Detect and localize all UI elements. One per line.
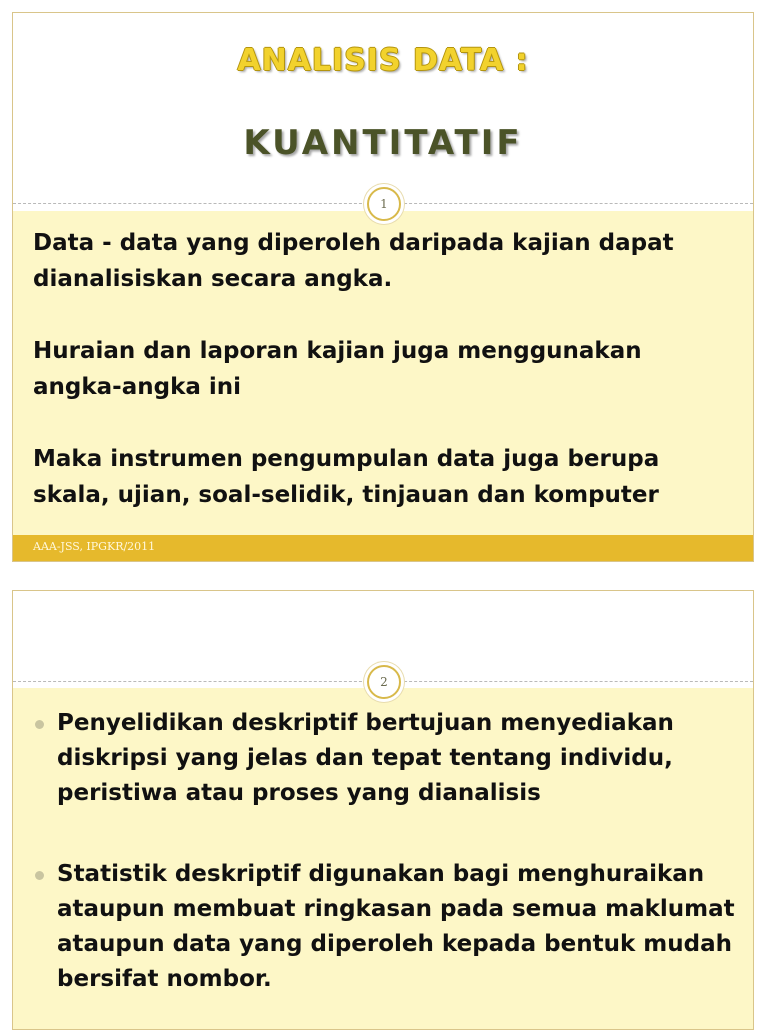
slide-title: ANALISIS DATA : <box>237 43 529 78</box>
paragraph-1: Data - data yang diperoleh daripada kajian dapat dianalisiskan secara angka. <box>33 230 674 292</box>
slide-number-badge: 2 <box>367 665 401 699</box>
slide-footer <box>13 535 753 561</box>
slide-2-body <box>13 688 753 1029</box>
footer-text: AAA-JSS, IPGKR/2011 <box>33 540 156 553</box>
bullet-text: Penyelidikan deskriptif bertujuan menyediakan diskripsi yang jelas dan tepat tentang individu, peristiwa atau proses yang dianalisis <box>57 710 674 806</box>
slide-subtitle: KUANTITATIF <box>243 123 523 163</box>
bullet-item <box>33 706 735 811</box>
slide-2 <box>12 590 754 1030</box>
paragraph-2: Huraian dan laporan kajian juga menggunakan angka-angka ini <box>33 338 642 400</box>
slide-1-body <box>13 211 753 535</box>
bullet-dot-icon <box>35 720 44 729</box>
bullet-item <box>33 857 735 997</box>
slide-1-header <box>13 13 753 204</box>
bullet-text: Statistik deskriptif digunakan bagi menghuraikan ataupun membuat ringkasan pada semua maklumat ataupun data yang diperoleh kepada bentuk mudah bersifat nombor. <box>57 861 735 992</box>
slide-number-badge: 1 <box>367 187 401 221</box>
paragraph-3: Maka instrumen pengumpulan data juga berupa skala, ujian, soal-selidik, tinjauan dan komputer <box>33 446 660 508</box>
bullet-dot-icon <box>35 871 44 880</box>
slide-1 <box>12 12 754 562</box>
